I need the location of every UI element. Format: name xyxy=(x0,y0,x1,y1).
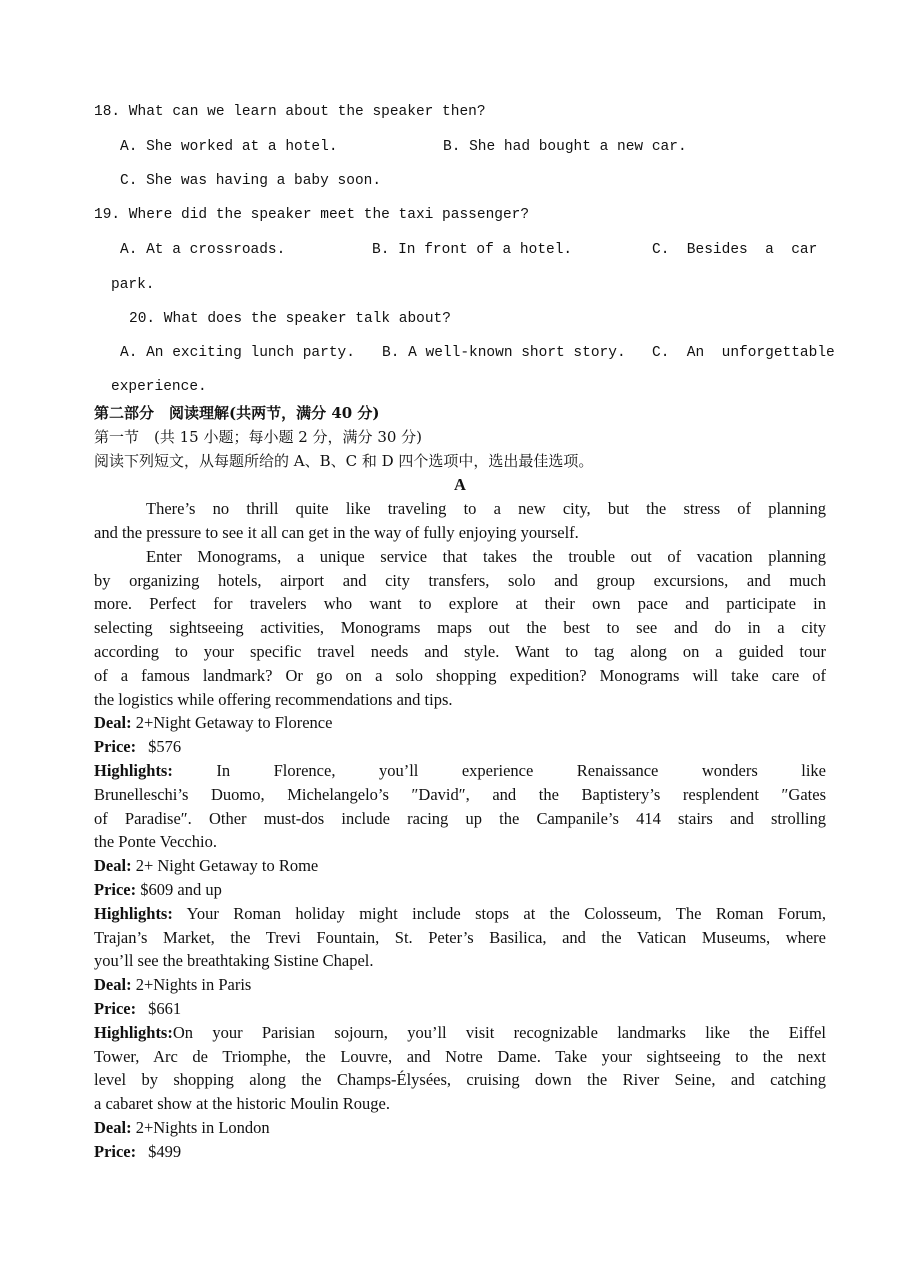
highlights-label: Highlights: xyxy=(94,760,173,780)
intro-line: There’s no thrill quite like traveling to a new city, but the stress of planning xyxy=(146,499,826,519)
highlights-line: a cabaret show at the historic Moulin Rouge. xyxy=(94,1094,391,1114)
deal-florence xyxy=(94,711,826,735)
price-label: Price: xyxy=(94,998,137,1018)
deal-name: 2+Night Getaway to Florence xyxy=(135,713,333,733)
price-paris xyxy=(94,997,826,1021)
question-20: 20. What does the speaker talk about? xyxy=(129,311,451,327)
intro-line: by organizing hotels, airport and city transfers, solo and group excursions, and much xyxy=(94,570,826,590)
highlights-text: On your Parisian sojourn, you’ll visit recognizable landmarks like the Eiffel xyxy=(172,1022,826,1042)
highlights-line: Tower, Arc de Triomphe, the Louvre, and Notre Dame. Take your sightseeing to the next xyxy=(94,1046,826,1066)
q20-option-c: C. An unforgettable xyxy=(652,345,835,361)
passage-label: A xyxy=(454,475,466,495)
q20-option-a: A. An exciting lunch party. xyxy=(120,345,355,361)
price-label: Price: xyxy=(94,1141,137,1161)
q18-option-a: A. She worked at a hotel. xyxy=(120,139,338,155)
highlights-line: of Paradise″. Other must-dos include racing up the Campanile’s 414 stairs and strolling xyxy=(94,808,826,828)
deal-label: Deal: xyxy=(94,975,132,995)
deal-london xyxy=(94,1116,826,1140)
highlights-label: Highlights: xyxy=(94,1022,173,1042)
intro-line: more. Perfect for travelers who want to explore at their own pace and participate in xyxy=(94,594,826,614)
price-rome xyxy=(94,878,826,902)
price-value: $609 and up xyxy=(140,879,222,899)
q19-option-c-cont: park. xyxy=(111,277,155,293)
deal-paris xyxy=(94,973,826,997)
intro-line: of a famous landmark? Or go on a solo shopping expedition? Monograms will take care of xyxy=(94,665,826,685)
highlights-text: In Florence, you’ll experience Renaissance wonders like xyxy=(216,760,826,780)
question-19: 19. Where did the speaker meet the taxi passenger? xyxy=(94,207,530,223)
highlights-line: you’ll see the breathtaking Sistine Chapel. xyxy=(94,951,374,971)
deal-label: Deal: xyxy=(94,1117,132,1137)
q19-option-b: B. In front of a hotel. xyxy=(372,242,573,258)
q18-option-c: C. She was having a baby soon. xyxy=(120,173,382,189)
section-title: 第二部分 阅读理解(共两节，满分 40 分) xyxy=(94,404,380,422)
deal-name: 2+Nights in London xyxy=(135,1117,270,1137)
deal-label: Deal: xyxy=(94,713,132,733)
reading-section xyxy=(94,402,826,1164)
intro-line: Enter Monograms, a unique service that takes the trouble out of vacation planning xyxy=(146,546,826,566)
price-value: $576 xyxy=(148,737,182,757)
q20-option-b: B. A well-known short story. xyxy=(382,345,626,361)
price-label: Price: xyxy=(94,737,137,757)
highlights-florence xyxy=(94,759,826,783)
price-florence xyxy=(94,735,826,759)
highlights-line: level by shopping along the Champs-Élysées, cruising down the River Seine, and catching xyxy=(94,1070,826,1090)
highlights-label: Highlights: xyxy=(94,903,173,923)
section-subtitle: 第一节 (共 15 小题；每小题 2 分，满分 30 分) xyxy=(94,427,423,446)
deal-name: 2+Nights in Paris xyxy=(135,975,252,995)
deal-rome xyxy=(94,854,826,878)
section-instructions: 阅读下列短文，从每题所给的 A、B、C 和 D 四个选项中，选出最佳选项。 xyxy=(94,451,594,470)
highlights-line: the Ponte Vecchio. xyxy=(94,832,217,852)
intro-line: according to your specific travel needs and style. Want to tag along on a guided tour xyxy=(94,641,826,661)
q20-option-c-cont: experience. xyxy=(111,379,207,395)
deal-name: 2+ Night Getaway to Rome xyxy=(135,856,319,876)
q19-option-c: C. Besides a car xyxy=(652,242,818,258)
price-value: $499 xyxy=(148,1141,182,1161)
highlights-text: Your Roman holiday might include stops at the Colosseum, The Roman Forum, xyxy=(186,903,826,923)
highlights-line: Brunelleschi’s Duomo, Michelangelo’s ″David″, and the Baptistery’s resplendent ″Gates xyxy=(94,784,826,804)
deal-label: Deal: xyxy=(94,856,132,876)
highlights-paris xyxy=(94,1021,826,1045)
q19-option-a: A. At a crossroads. xyxy=(120,242,286,258)
highlights-line: Trajan’s Market, the Trevi Fountain, St. Peter’s Basilica, and the Vatican Museums, where xyxy=(94,927,826,947)
price-label: Price: xyxy=(94,879,137,899)
intro-line: the logistics while offering recommendations and tips. xyxy=(94,689,453,709)
price-london xyxy=(94,1140,826,1164)
q18-option-b: B. She had bought a new car. xyxy=(443,139,687,155)
highlights-rome xyxy=(94,902,826,926)
intro-line: selecting sightseeing activities, Monograms maps out the best to see and do in a city xyxy=(94,618,826,638)
question-18: 18. What can we learn about the speaker then? xyxy=(94,104,486,120)
price-value: $661 xyxy=(148,998,182,1018)
intro-line: and the pressure to see it all can get in the way of fully enjoying yourself. xyxy=(94,522,579,542)
